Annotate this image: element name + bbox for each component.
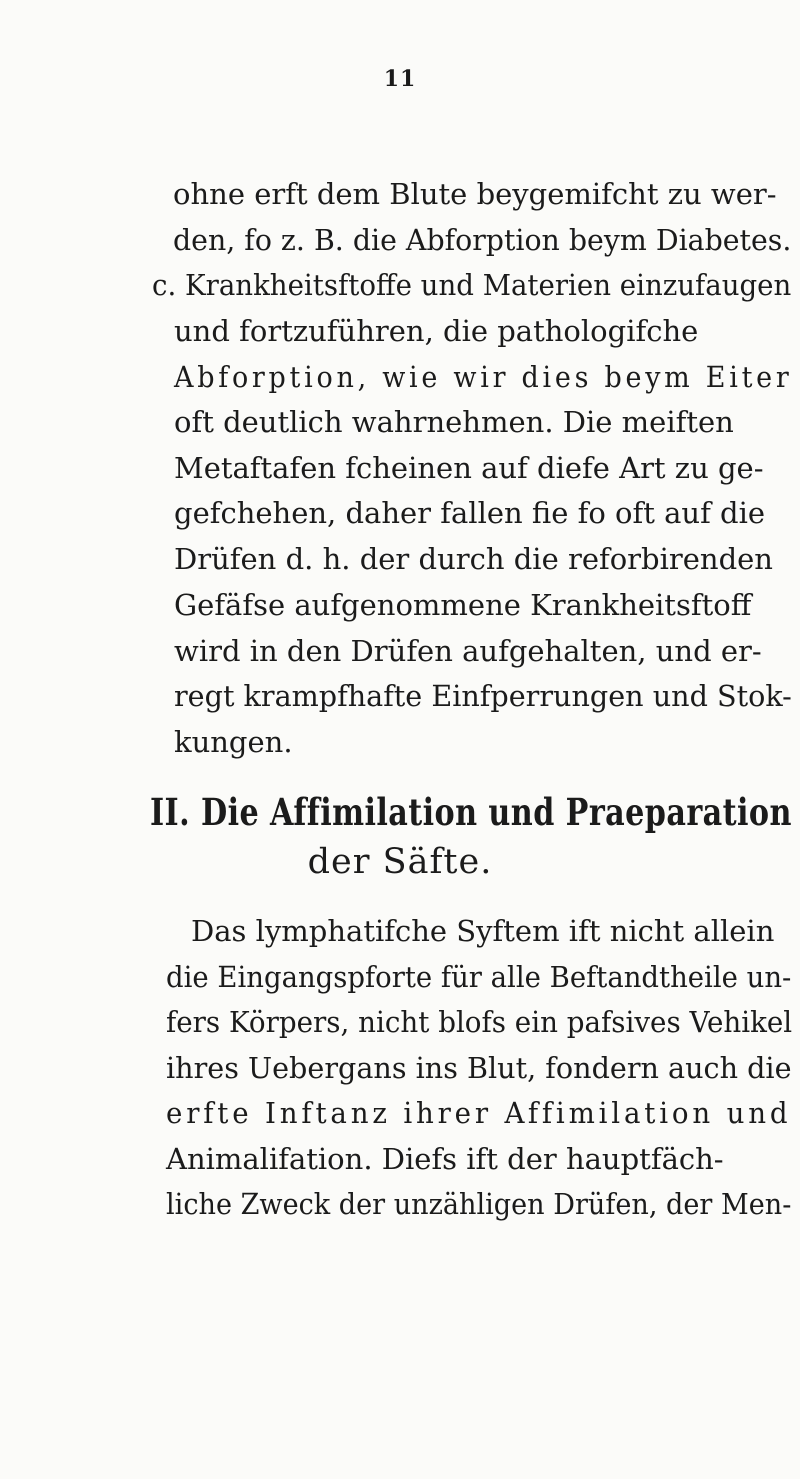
- page-number: 11: [383, 66, 417, 92]
- text-line: und fortzuführen, die pathologifche: [174, 314, 699, 348]
- text-line: oft deutlich wahrnehmen. Die meiften: [174, 405, 734, 439]
- text-line: kungen.: [174, 725, 293, 759]
- section-heading: II. Die Affimilation und Praeparation: [150, 790, 792, 834]
- text-line: liche Zweck der unzähligen Drüfen, der Men-: [166, 1187, 792, 1221]
- text-line: gefchehen, daher fallen fie fo oft auf die: [174, 496, 766, 530]
- text-line: wird in den Drüfen aufgehalten, und er-: [174, 634, 762, 668]
- text-line: erfte Inftanz ihrer Affimilation und: [166, 1096, 792, 1130]
- text-line: Abforption, wie wir dies beym Eiter: [174, 360, 793, 394]
- text-line: fers Körpers, nicht blofs ein pafsives Vehikel: [166, 1005, 793, 1039]
- text-line: Drüfen d. h. der durch die reforbirenden: [174, 542, 773, 576]
- text-line: Das lymphatifche Syftem ift nicht allein: [191, 914, 775, 948]
- text-line: regt krampfhafte Einfperrungen und Stok-: [174, 679, 792, 713]
- text-line: die Eingangspforte für alle Beftandtheile un-: [166, 960, 792, 994]
- text-line: c. Krankheitsftoffe und Materien einzufaugen: [152, 268, 792, 302]
- text-line: Animalifation. Diefs ift der hauptfäch-: [166, 1142, 724, 1176]
- text-line: ihres Uebergans ins Blut, fondern auch die: [166, 1051, 792, 1085]
- section-subheading: der Säfte.: [307, 842, 493, 882]
- text-line: Gefäfse aufgenommene Krankheitsftoff: [174, 588, 752, 622]
- text-line: Metaftafen fcheinen auf diefe Art zu ge-: [174, 451, 764, 485]
- text-line: ohne erft dem Blute beygemifcht zu wer-: [173, 177, 777, 211]
- text-line: den, fo z. B. die Abforption beym Diabetes.: [173, 223, 792, 257]
